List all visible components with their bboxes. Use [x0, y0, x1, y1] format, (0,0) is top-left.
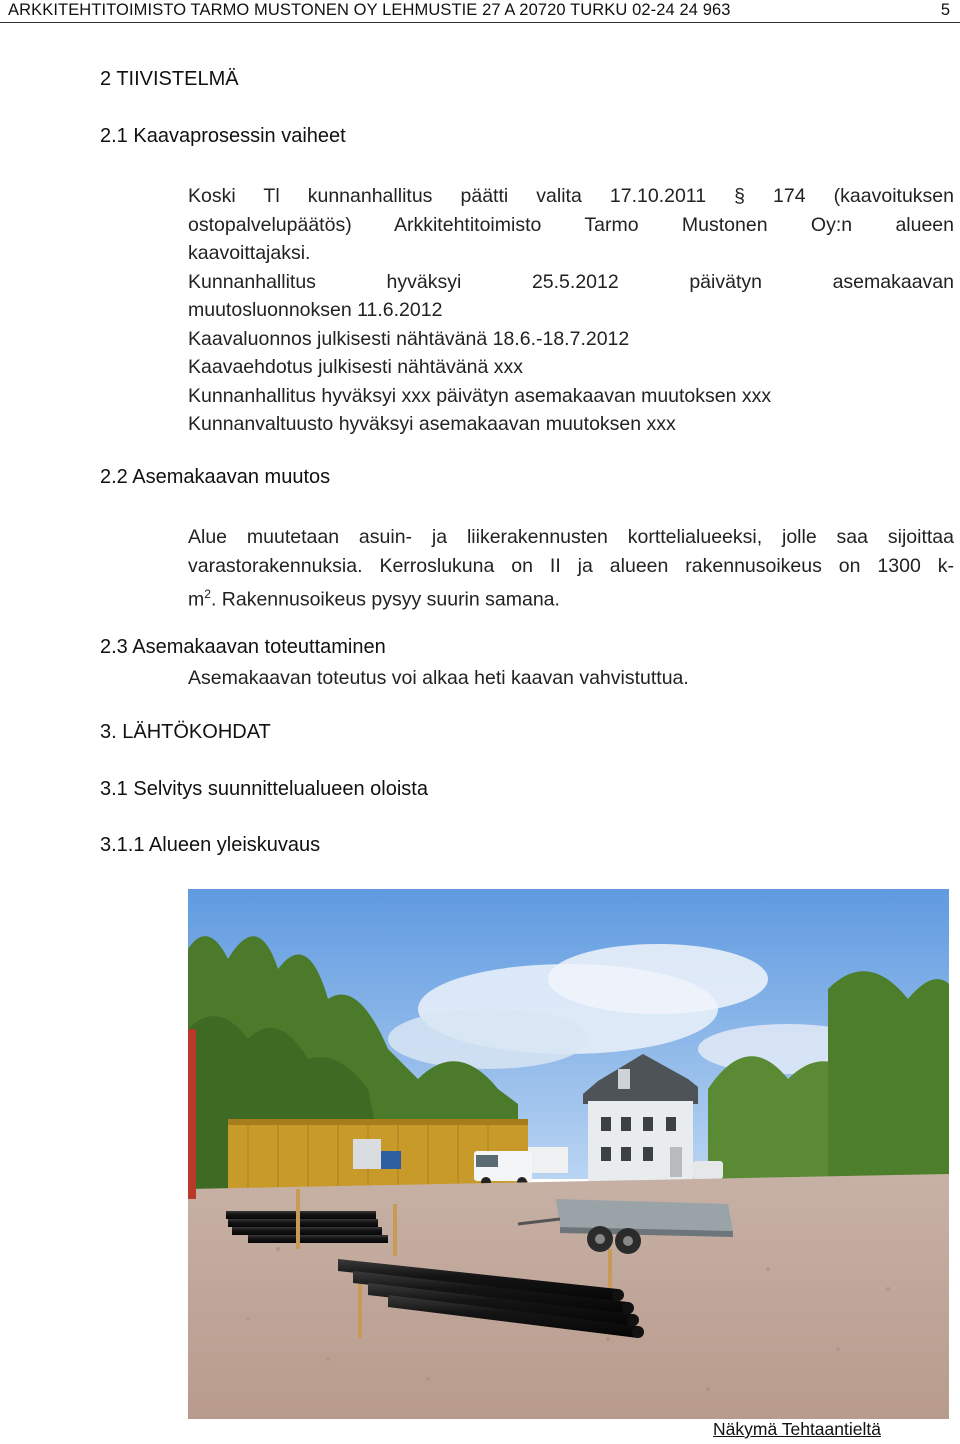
process-line-2: ostopalvelupäätös) Arkkitehtitoimisto Tarmo Mustonen Oy:n alueen	[188, 213, 954, 236]
heading-alueen-yleiskuvaus: 3.1.1 Alueen yleiskuvaus	[100, 834, 321, 856]
heading-tiivistelma: 2 TIIVISTELMÄ	[100, 68, 239, 90]
heading-asemakaavan-toteuttaminen: 2.3 Asemakaavan toteuttaminen	[100, 636, 386, 658]
site-photo-illustration	[188, 889, 949, 1419]
process-line-6: Kaavaluonnos julkisesti nähtävänä 18.6.-18.7.2012	[188, 327, 630, 350]
heading-lahtokohdat: 3. LÄHTÖKOHDAT	[100, 721, 271, 743]
process-line-5: muutosluonnoksen 11.6.2012	[188, 299, 443, 321]
process-line-1: Koski Tl kunnanhallitus päätti valita 17.10.2011 § 174 (kaavoituksen	[188, 185, 954, 207]
muutos-text	[188, 523, 954, 609]
process-line-7: Kaavaehdotus julkisesti nähtävänä xxx	[188, 356, 523, 378]
header-text: ARKKITEHTITOIMISTO TARMO MUSTONEN OY LEHMUSTIE 27 A 20720 TURKU 02-24 24 963	[8, 1, 731, 19]
toteutus-line-1: Asemakaavan toteutus voi alkaa heti kaavan vahvistuttua.	[188, 667, 689, 689]
superscript-2: 2	[204, 587, 211, 601]
site-photo	[188, 889, 949, 1419]
muutos-line-3	[188, 580, 954, 609]
heading-asemakaavan-muutos: 2.2 Asemakaavan muutos	[100, 466, 331, 488]
process-text	[188, 182, 954, 439]
heading-kaavaprosessin-vaiheet: 2.1 Kaavaprosessin vaiheet	[100, 125, 346, 147]
page-number: 5	[940, 1, 950, 19]
process-line-8: Kunnanhallitus hyväksyi xxx päivätyn asemakaavan muutoksen xxx	[188, 384, 772, 407]
heading-selvitys: 3.1 Selvitys suunnittelualueen oloista	[100, 778, 428, 800]
muutos-line-1: Alue muutetaan asuin- ja liikerakennusten korttelialueeksi, jolle saa sijoittaa	[188, 526, 954, 548]
page-header	[0, 0, 960, 24]
process-line-3: kaavoittajaksi.	[188, 242, 311, 264]
process-line-9: Kunnanvaltuusto hyväksyi asemakaavan muutoksen xxx	[188, 413, 676, 435]
muutos-line-3a: m	[188, 588, 205, 611]
muutos-line-2: varastorakennuksia. Kerroslukuna on II ja alueen rakennusoikeus on 1300 k-	[188, 554, 954, 577]
muutos-line-3b: . Rakennusoikeus pysyy suurin samana.	[210, 588, 560, 611]
process-line-4: Kunnanhallitus hyväksyi 25.5.2012 päivätyn asemakaavan	[188, 270, 954, 293]
header-rule	[0, 22, 960, 23]
photo-caption: Näkymä Tehtaantieltä	[713, 1419, 881, 1439]
toteutus-text	[188, 664, 954, 693]
